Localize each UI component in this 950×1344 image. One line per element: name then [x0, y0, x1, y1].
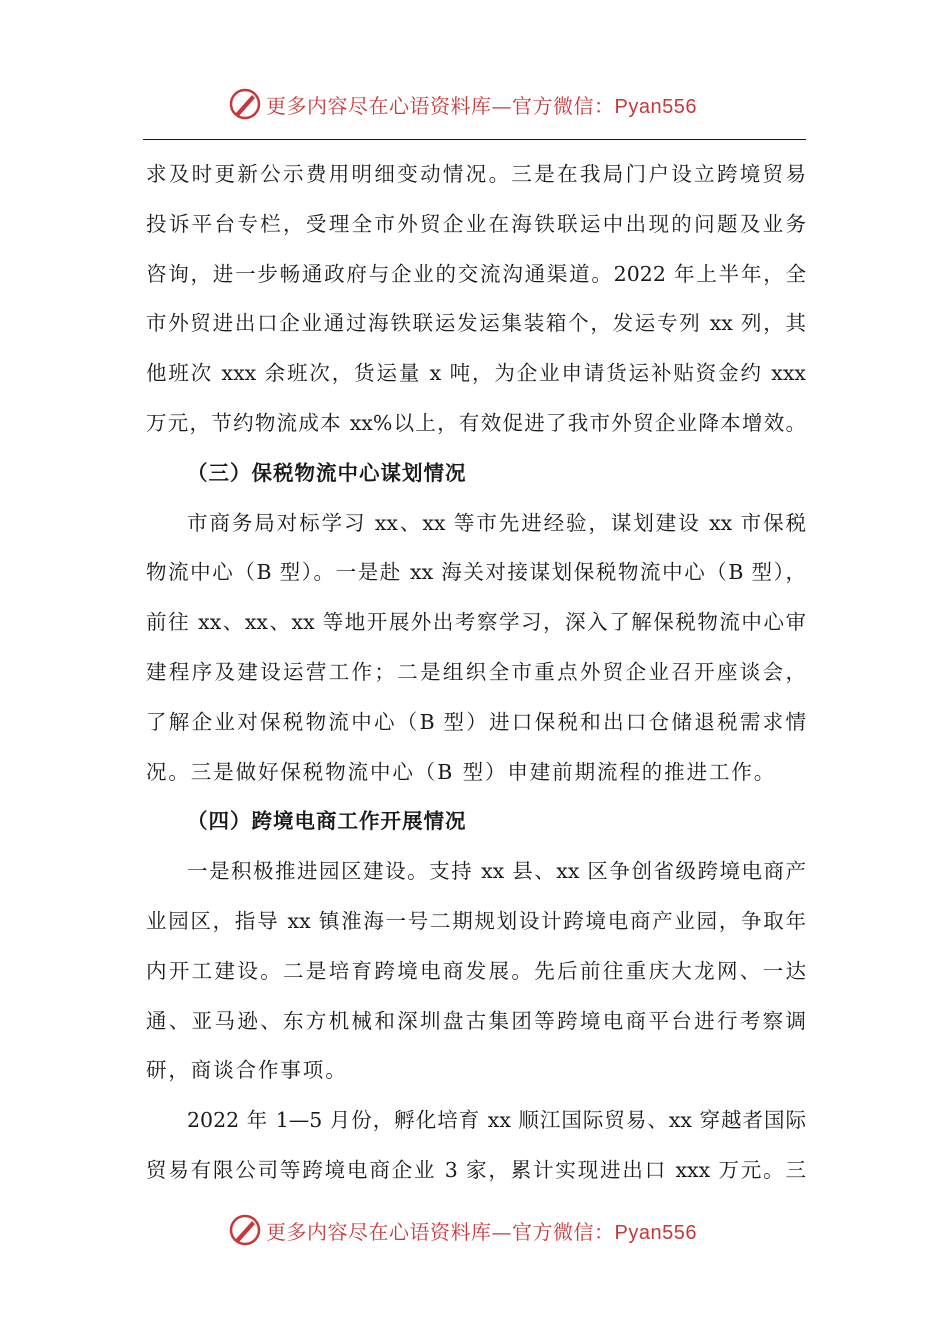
- body-line: 研，商谈合作事项。: [146, 1058, 348, 1083]
- body-line: 通、亚马逊、东方机械和深圳盘古集团等跨境电商平台进行考察调: [146, 1008, 806, 1033]
- header-divider: [143, 139, 806, 140]
- document-body: [146, 150, 806, 1196]
- header-banner-handle: Pyan556: [614, 95, 697, 118]
- body-line: 建程序及建设运营工作；二是组织全市重点外贸企业召开座谈会，: [146, 659, 806, 684]
- footer-banner-text: 更多内容尽在心语资料库—官方微信：Pyan556: [266, 1219, 697, 1244]
- body-line: 物流中心（B 型）。一是赴 xx 海关对接谋划保税物流中心（B 型），: [146, 560, 806, 585]
- body-line: 求及时更新公示费用明细变动情况。三是在我局门户设立跨境贸易: [146, 162, 806, 186]
- body-line: 前往 xx、xx、xx 等地开展外出考察学习，深入了解保税物流中心审: [146, 610, 806, 635]
- body-line: 2022 年 1—5 月份，孵化培育 xx 顺江国际贸易、xx 穿越者国际: [187, 1108, 806, 1133]
- body-line: 他班次 xxx 余班次，货运量 x 吨，为企业申请货运补贴资金约 xxx: [146, 361, 806, 386]
- footer-banner: [228, 1210, 728, 1250]
- body-line: 业园区，指导 xx 镇淮海一号二期规划设计跨境电商产业园，争取年: [146, 908, 806, 933]
- body-line: 万元，节约物流成本 xx%以上，有效促进了我市外贸企业降本增效。: [146, 410, 806, 435]
- body-line: 内开工建设。二是培育跨境电商发展。先后前往重庆大龙网、一达: [146, 958, 806, 983]
- pen-nib-logo-icon: [228, 1213, 262, 1247]
- body-line: 咨询，进一步畅通政府与企业的交流沟通渠道。2022 年上半年，全: [146, 261, 806, 286]
- footer-banner-handle: Pyan556: [614, 1221, 697, 1244]
- body-line: 况。三是做好保税物流中心（B 型）申建前期流程的推进工作。: [146, 759, 777, 784]
- header-banner-text: 更多内容尽在心语资料库—官方微信：Pyan556: [266, 93, 697, 118]
- body-line: 贸易有限公司等跨境电商企业 3 家，累计实现进出口 xxx 万元。三: [146, 1157, 806, 1182]
- pen-nib-logo-icon: [228, 87, 262, 121]
- body-line: 投诉平台专栏，受理全市外贸企业在海铁联运中出现的问题及业务: [146, 211, 806, 236]
- section-heading: （四）跨境电商工作开展情况: [187, 809, 467, 834]
- body-line: 了解企业对保税物流中心（B 型）进口保税和出口仓储退税需求情: [146, 709, 806, 734]
- body-line: 市外贸进出口企业通过海铁联运发运集装箱个，发运专列 xx 列，其: [146, 311, 806, 336]
- section-heading: （三）保税物流中心谋划情况: [187, 460, 467, 485]
- body-line: 一是积极推进园区建设。支持 xx 县、xx 区争创省级跨境电商产: [187, 859, 806, 884]
- header-banner: [228, 84, 728, 124]
- body-line: 市商务局对标学习 xx、xx 等市先进经验，谋划建设 xx 市保税: [187, 510, 806, 535]
